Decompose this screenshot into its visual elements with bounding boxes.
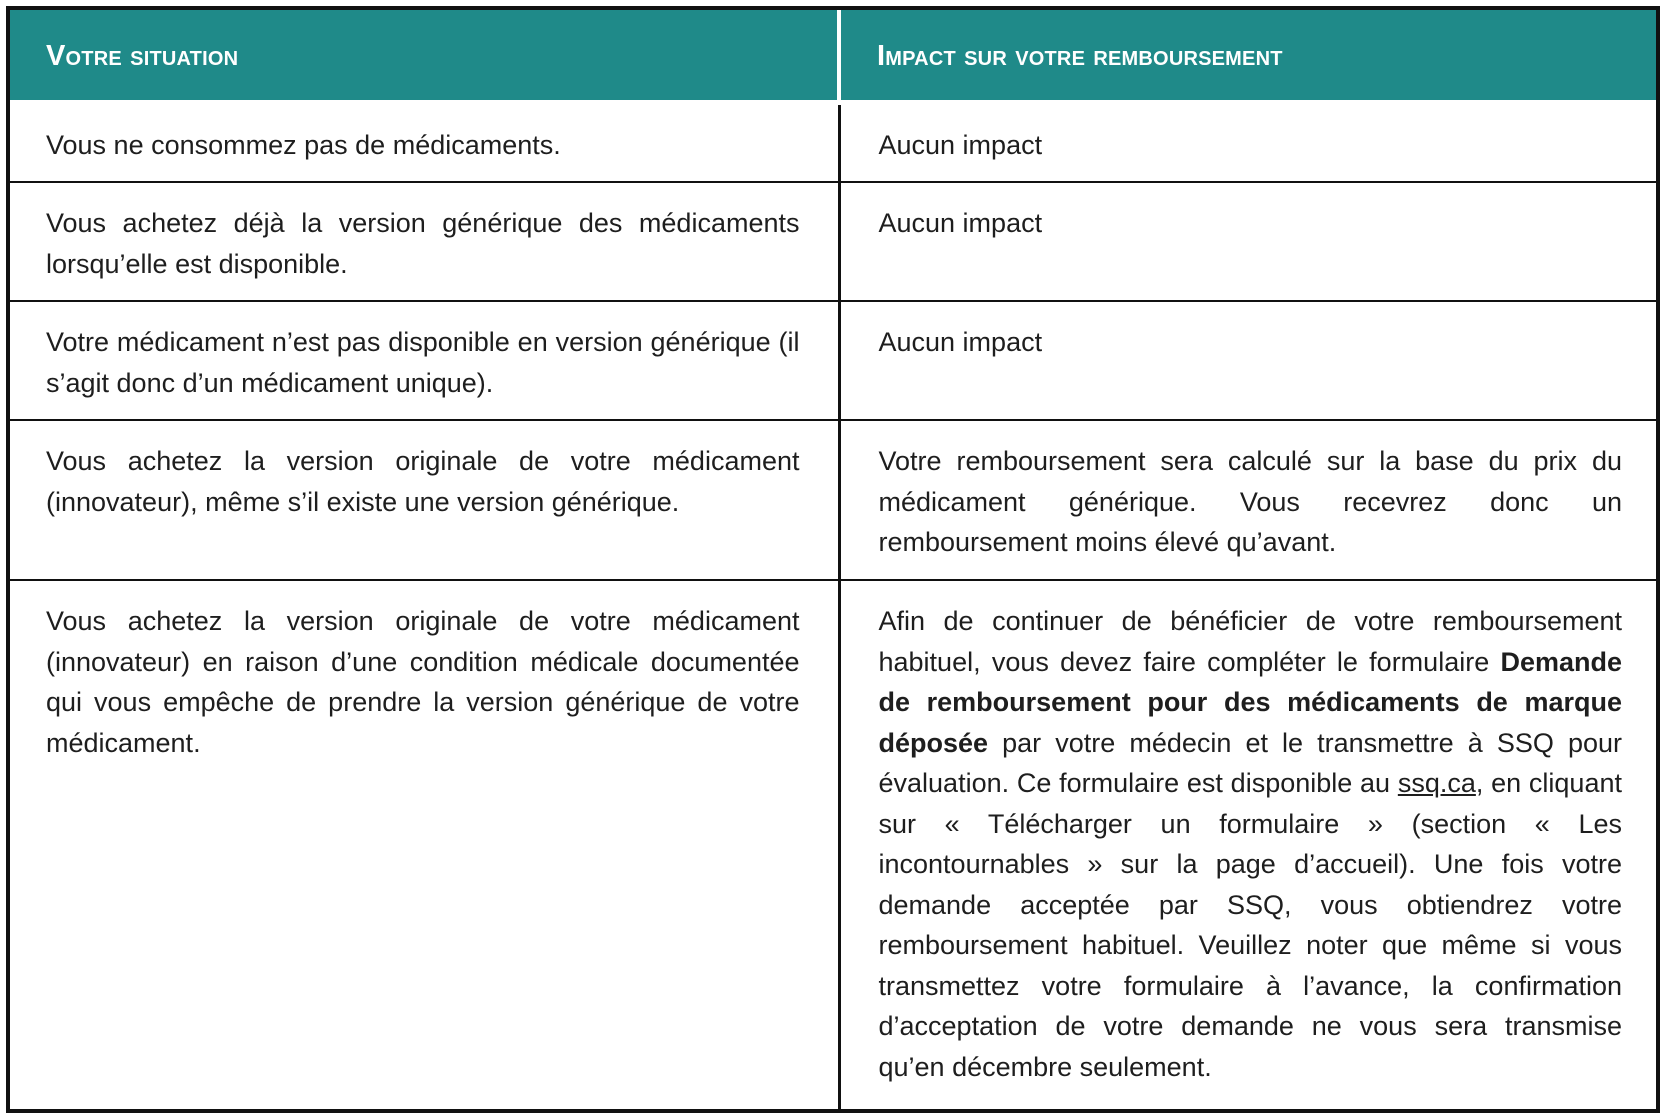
impact-cell: Aucun impact (878, 129, 1043, 160)
table-row (10, 102, 1656, 182)
table-row (10, 580, 1656, 1109)
impact-text: , en cliquant sur « Télécharger un formulaire » (section « Les incontournables » sur la page d’accueil). Une fois votre demande acceptée par SSQ, vous obtiendrez votre remboursement habituel. Veuillez noter que même si vous transmettez votre formulaire à l’avance, la confirmation d’acceptation de votre demande ne vous sera transmise qu’en décembre seulement. (878, 768, 1622, 1082)
table-header-row (10, 10, 1656, 102)
impact-text: Afin de continuer de bénéficier de votre remboursement habituel, vous devez faire compléter le formulaire (878, 606, 1622, 677)
impact-cell: Aucun impact (878, 208, 1043, 238)
reimbursement-table (6, 6, 1660, 1113)
impact-text: par votre médecin et le transmettre à SSQ pour évaluation. Ce formulaire est disponible au (878, 727, 1622, 798)
header-situation: Votre situation (10, 10, 839, 102)
form-name: Demande de remboursement pour des médicaments de marque déposée (878, 646, 1622, 758)
situation-impact-table (10, 10, 1656, 1109)
table-row (10, 420, 1656, 580)
ssq-link[interactable]: ssq.ca (1397, 768, 1476, 798)
table-row (10, 182, 1656, 301)
situation-cell: Votre médicament n’est pas disponible en version générique (il s’agit donc d’un médicament unique). (10, 301, 839, 420)
impact-cell: Aucun impact (878, 327, 1043, 357)
header-impact: Impact sur votre remboursement (839, 10, 1656, 102)
impact-cell (839, 580, 1656, 1109)
situation-cell: Vous achetez la version originale de votre médicament (innovateur) en raison d’une condition médicale documentée qui vous empêche de prendre la version générique de votre médicament. (10, 580, 839, 1109)
situation-cell: Vous achetez la version originale de votre médicament (innovateur), même s’il existe une version générique. (10, 420, 839, 580)
impact-cell: Votre remboursement sera calculé sur la base du prix du médicament générique. Vous recevrez donc un remboursement moins élevé qu’avant. (878, 446, 1622, 557)
situation-cell: Vous ne consommez pas de médicaments. (10, 102, 839, 182)
situation-cell: Vous achetez déjà la version générique des médicaments lorsqu’elle est disponible. (10, 182, 839, 301)
table-row (10, 301, 1656, 420)
